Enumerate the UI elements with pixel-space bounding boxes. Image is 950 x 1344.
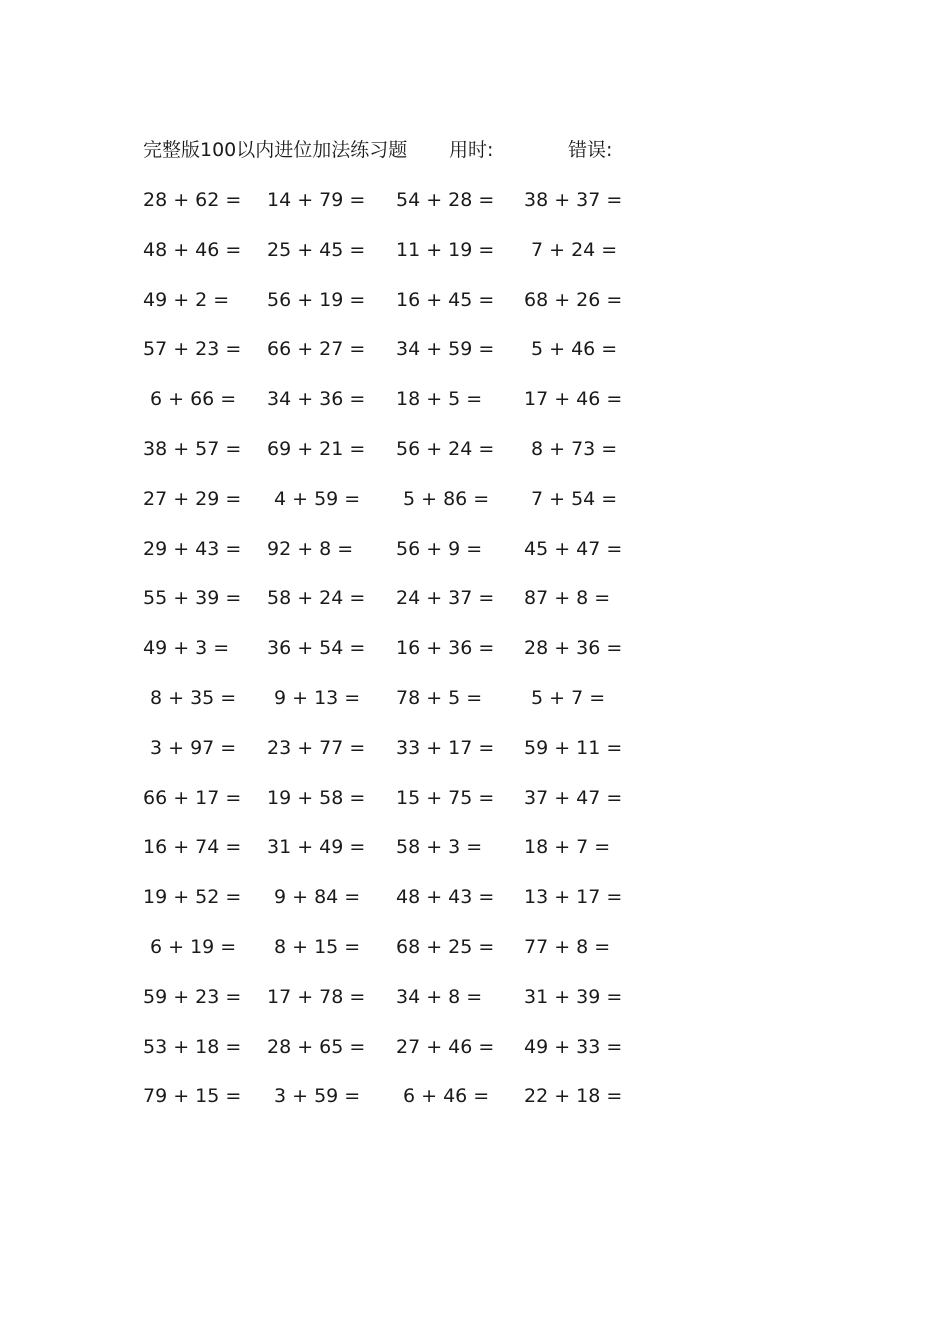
addition-problem bbox=[267, 434, 387, 464]
problem-text: 5 + 46 = bbox=[531, 338, 618, 361]
problem-text: 68 + 25 = bbox=[396, 935, 495, 958]
problem-text: 18 + 5 = bbox=[396, 388, 483, 411]
addition-problem bbox=[267, 384, 387, 414]
problem-text: 28 + 62 = bbox=[143, 189, 242, 211]
addition-problem bbox=[267, 932, 387, 962]
addition-problem bbox=[396, 982, 516, 1012]
addition-problem bbox=[524, 783, 644, 813]
addition-problem bbox=[267, 683, 387, 713]
problem-text: 66 + 27 = bbox=[267, 338, 366, 361]
problem-text: 28 + 65 = bbox=[267, 1035, 366, 1058]
addition-problem bbox=[524, 832, 644, 862]
problem-text: 55 + 39 = bbox=[143, 587, 242, 610]
problem-text: 18 + 7 = bbox=[524, 836, 611, 859]
problem-row bbox=[143, 832, 643, 882]
addition-problem bbox=[396, 932, 516, 962]
problem-text: 8 + 73 = bbox=[531, 437, 618, 460]
problem-text: 5 + 86 = bbox=[403, 487, 490, 510]
problem-text: 28 + 36 = bbox=[524, 637, 623, 660]
problem-text: 17 + 46 = bbox=[524, 388, 623, 411]
problem-text: 16 + 45 = bbox=[396, 288, 495, 311]
addition-problem bbox=[396, 882, 516, 912]
problem-text: 17 + 78 = bbox=[267, 985, 366, 1008]
addition-problem bbox=[524, 882, 644, 912]
addition-problem bbox=[396, 1032, 516, 1062]
addition-problem bbox=[143, 285, 263, 315]
addition-problem bbox=[143, 932, 263, 962]
problem-text: 34 + 36 = bbox=[267, 388, 366, 411]
problem-text: 37 + 47 = bbox=[524, 786, 623, 809]
problem-text: 69 + 21 = bbox=[267, 437, 366, 460]
problem-text: 49 + 3 = bbox=[143, 637, 230, 660]
addition-problem bbox=[143, 832, 263, 862]
problem-row bbox=[143, 882, 643, 932]
addition-problem bbox=[396, 334, 516, 364]
problem-text: 19 + 58 = bbox=[267, 786, 366, 809]
problem-text: 14 + 79 = bbox=[267, 189, 366, 211]
problem-text: 87 + 8 = bbox=[524, 587, 611, 610]
problem-text: 4 + 59 = bbox=[274, 487, 361, 510]
worksheet-title: 完整版100以内进位加法练习题 bbox=[143, 139, 408, 161]
addition-problem bbox=[396, 783, 516, 813]
addition-problem bbox=[143, 185, 263, 215]
addition-problem bbox=[143, 534, 263, 564]
addition-problem bbox=[396, 583, 516, 613]
problem-text: 56 + 24 = bbox=[396, 437, 495, 460]
problem-text: 3 + 59 = bbox=[274, 1085, 361, 1108]
problem-text: 48 + 46 = bbox=[143, 238, 242, 261]
addition-problem bbox=[396, 1081, 516, 1111]
addition-problem bbox=[143, 733, 263, 763]
problem-text: 23 + 77 = bbox=[267, 736, 366, 759]
problem-text: 27 + 46 = bbox=[396, 1035, 495, 1058]
problem-text: 38 + 57 = bbox=[143, 437, 242, 460]
problem-text: 16 + 36 = bbox=[396, 637, 495, 660]
problem-text: 59 + 23 = bbox=[143, 985, 242, 1008]
addition-problem bbox=[524, 484, 644, 514]
problem-text: 34 + 59 = bbox=[396, 338, 495, 361]
addition-problem bbox=[267, 1081, 387, 1111]
addition-problem bbox=[267, 733, 387, 763]
problem-text: 68 + 26 = bbox=[524, 288, 623, 311]
problem-text: 31 + 39 = bbox=[524, 985, 623, 1008]
problem-row bbox=[143, 434, 643, 484]
addition-problem bbox=[396, 484, 516, 514]
addition-problem bbox=[143, 583, 263, 613]
addition-problem bbox=[524, 982, 644, 1012]
addition-problem bbox=[396, 434, 516, 464]
problem-text: 66 + 17 = bbox=[143, 786, 242, 809]
problem-text: 59 + 11 = bbox=[524, 736, 623, 759]
addition-problem bbox=[524, 434, 644, 464]
problem-text: 13 + 17 = bbox=[524, 886, 623, 909]
addition-problem bbox=[524, 285, 644, 315]
problem-text: 34 + 8 = bbox=[396, 985, 483, 1008]
problem-row bbox=[143, 783, 643, 833]
error-count-label: 错误: bbox=[568, 139, 613, 161]
addition-problem bbox=[524, 185, 644, 215]
problem-text: 16 + 74 = bbox=[143, 836, 242, 859]
problem-text: 19 + 52 = bbox=[143, 886, 242, 909]
addition-problem bbox=[396, 235, 516, 265]
problem-row bbox=[143, 583, 643, 633]
problem-text: 53 + 18 = bbox=[143, 1035, 242, 1058]
addition-problem bbox=[524, 733, 644, 763]
problem-text: 45 + 47 = bbox=[524, 537, 623, 560]
problem-row bbox=[143, 384, 643, 434]
addition-problem bbox=[267, 832, 387, 862]
addition-problem bbox=[143, 334, 263, 364]
addition-problem bbox=[267, 235, 387, 265]
problem-text: 58 + 24 = bbox=[267, 587, 366, 610]
addition-problem bbox=[267, 285, 387, 315]
problem-text: 27 + 29 = bbox=[143, 487, 242, 510]
addition-problem bbox=[143, 982, 263, 1012]
addition-problem bbox=[143, 1081, 263, 1111]
problem-text: 49 + 33 = bbox=[524, 1035, 623, 1058]
problem-text: 48 + 43 = bbox=[396, 886, 495, 909]
problem-text: 9 + 13 = bbox=[274, 686, 361, 709]
addition-problem bbox=[143, 1032, 263, 1062]
addition-problem bbox=[267, 484, 387, 514]
problem-text: 29 + 43 = bbox=[143, 537, 242, 560]
addition-problem bbox=[396, 733, 516, 763]
addition-problem bbox=[396, 285, 516, 315]
addition-problem bbox=[267, 982, 387, 1012]
addition-problem bbox=[524, 932, 644, 962]
problem-text: 79 + 15 = bbox=[143, 1085, 242, 1108]
problem-row bbox=[143, 982, 643, 1032]
problem-row bbox=[143, 633, 643, 683]
problem-text: 33 + 17 = bbox=[396, 736, 495, 759]
problem-text: 9 + 84 = bbox=[274, 886, 361, 909]
problem-grid bbox=[143, 185, 643, 1131]
problem-row bbox=[143, 1032, 643, 1082]
addition-problem bbox=[524, 583, 644, 613]
addition-problem bbox=[524, 683, 644, 713]
addition-problem bbox=[524, 334, 644, 364]
problem-text: 6 + 19 = bbox=[150, 935, 237, 958]
problem-row bbox=[143, 484, 643, 534]
problem-text: 8 + 35 = bbox=[150, 686, 237, 709]
addition-problem bbox=[396, 633, 516, 663]
problem-row bbox=[143, 235, 643, 285]
problem-row bbox=[143, 733, 643, 783]
problem-text: 38 + 37 = bbox=[524, 189, 623, 211]
addition-problem bbox=[524, 1081, 644, 1111]
problem-text: 92 + 8 = bbox=[267, 537, 354, 560]
problem-text: 6 + 46 = bbox=[403, 1085, 490, 1108]
addition-problem bbox=[524, 633, 644, 663]
problem-text: 7 + 24 = bbox=[531, 238, 618, 261]
problem-text: 57 + 23 = bbox=[143, 338, 242, 361]
problem-text: 3 + 97 = bbox=[150, 736, 237, 759]
problem-text: 5 + 7 = bbox=[531, 686, 606, 709]
problem-text: 24 + 37 = bbox=[396, 587, 495, 610]
addition-problem bbox=[143, 434, 263, 464]
addition-problem bbox=[524, 235, 644, 265]
addition-problem bbox=[267, 1032, 387, 1062]
problem-text: 6 + 66 = bbox=[150, 388, 237, 411]
problem-row bbox=[143, 285, 643, 335]
addition-problem bbox=[143, 683, 263, 713]
addition-problem bbox=[267, 334, 387, 364]
addition-problem bbox=[267, 783, 387, 813]
addition-problem bbox=[143, 783, 263, 813]
addition-problem bbox=[267, 534, 387, 564]
problem-text: 58 + 3 = bbox=[396, 836, 483, 859]
addition-problem bbox=[396, 683, 516, 713]
problem-text: 36 + 54 = bbox=[267, 637, 366, 660]
addition-problem bbox=[143, 882, 263, 912]
time-used-label: 用时: bbox=[449, 139, 494, 161]
problem-text: 78 + 5 = bbox=[396, 686, 483, 709]
problem-text: 25 + 45 = bbox=[267, 238, 366, 261]
addition-problem bbox=[524, 1032, 644, 1062]
problem-text: 11 + 19 = bbox=[396, 238, 495, 261]
problem-text: 22 + 18 = bbox=[524, 1085, 623, 1108]
addition-problem bbox=[267, 185, 387, 215]
problem-text: 49 + 2 = bbox=[143, 288, 230, 311]
addition-problem bbox=[267, 633, 387, 663]
addition-problem bbox=[396, 832, 516, 862]
problem-row bbox=[143, 683, 643, 733]
problem-row bbox=[143, 534, 643, 584]
addition-problem bbox=[524, 384, 644, 414]
addition-problem bbox=[396, 534, 516, 564]
problem-text: 77 + 8 = bbox=[524, 935, 611, 958]
problem-text: 31 + 49 = bbox=[267, 836, 366, 859]
problem-text: 54 + 28 = bbox=[396, 189, 495, 211]
addition-problem bbox=[524, 534, 644, 564]
addition-problem bbox=[143, 384, 263, 414]
addition-problem bbox=[396, 185, 516, 215]
addition-problem bbox=[143, 235, 263, 265]
addition-problem bbox=[143, 484, 263, 514]
addition-problem bbox=[396, 384, 516, 414]
problem-text: 15 + 75 = bbox=[396, 786, 495, 809]
problem-text: 56 + 9 = bbox=[396, 537, 483, 560]
problem-row bbox=[143, 185, 643, 235]
problem-row bbox=[143, 932, 643, 982]
problem-row bbox=[143, 1081, 643, 1131]
addition-problem bbox=[267, 583, 387, 613]
problem-text: 56 + 19 = bbox=[267, 288, 366, 311]
problem-text: 7 + 54 = bbox=[531, 487, 618, 510]
addition-problem bbox=[143, 633, 263, 663]
problem-text: 8 + 15 = bbox=[274, 935, 361, 958]
problem-row bbox=[143, 334, 643, 384]
addition-problem bbox=[267, 882, 387, 912]
